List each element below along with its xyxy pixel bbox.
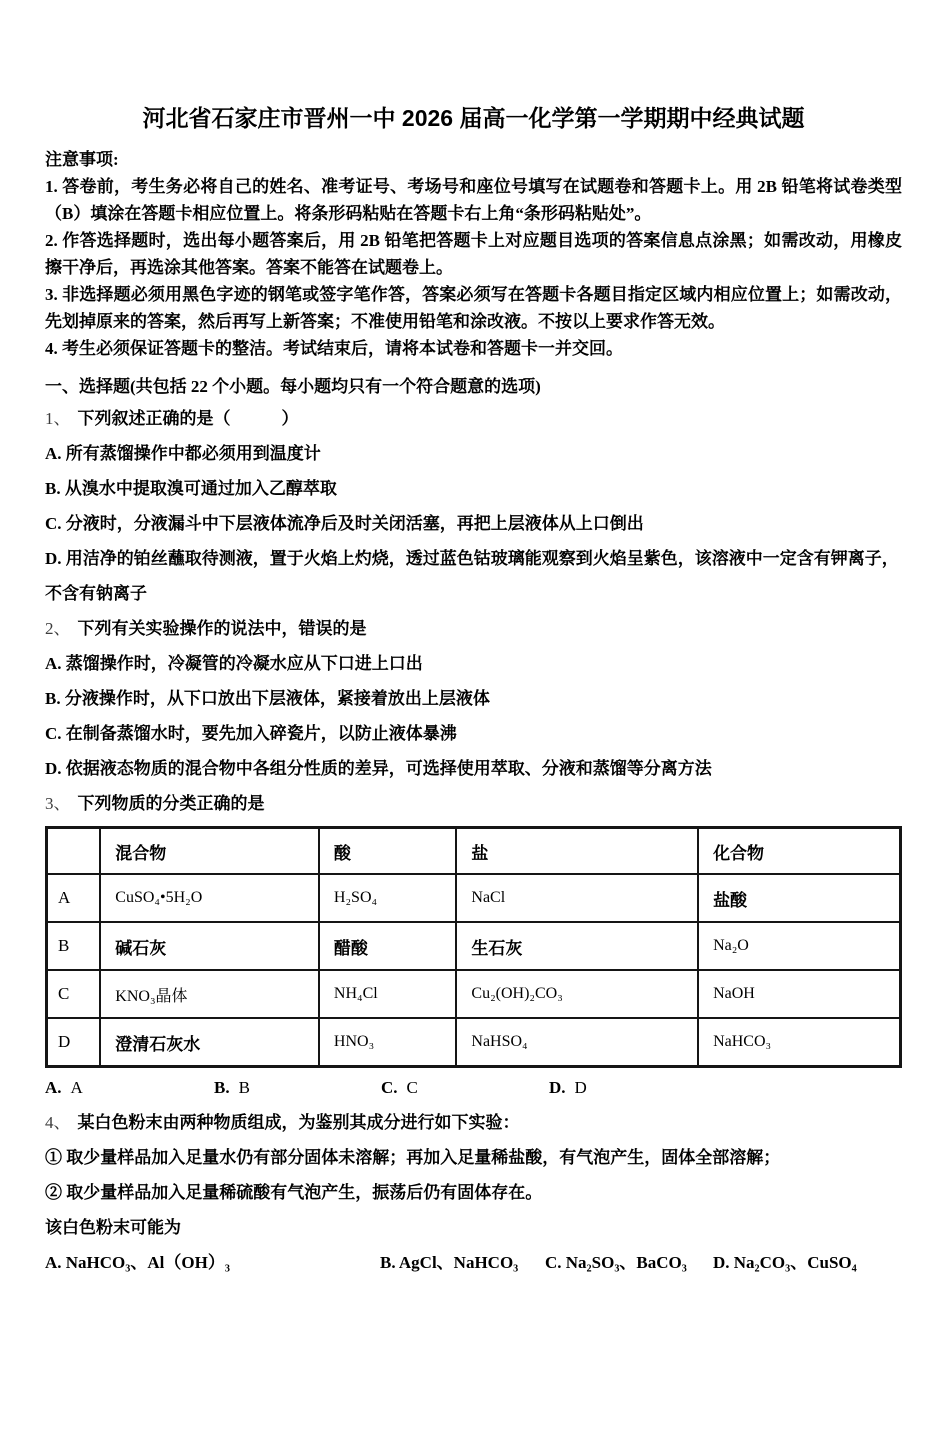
- q4-option-a: A. NaHCO₃、Al（OH）₃: [45, 1253, 230, 1272]
- table-header-mixture: 混合物: [100, 828, 319, 875]
- note-item-3: 3. 非选择题必须用黑色字迹的钢笔或签字笔作答，答案必须写在答题卡各题目指定区域内相应位置上；如需改动，先划掉原来的答案，然后再写上新答案；不准使用铅笔和涂改液。不按以上要求作答无效。: [45, 285, 902, 331]
- section-one-header: 一、选择题(共包括 22 个小题。每小题均只有一个符合题意的选项): [45, 377, 541, 396]
- q3-answer-row: [45, 1070, 902, 1105]
- table-cell: 生石灰: [456, 922, 698, 970]
- table-cell: H₂SO₄: [319, 874, 456, 922]
- q3-answer-d: [549, 1070, 902, 1105]
- q4-option-b: B. AgCl、NaHCO₃: [380, 1253, 519, 1272]
- q1-stem-line: [45, 401, 902, 436]
- table-cell: HNO₃: [319, 1018, 456, 1067]
- q3-answer-c-value: C: [406, 1078, 418, 1097]
- q2-option-a: A. 蒸馏操作时，冷凝管的冷凝水应从下口进上口出: [45, 654, 423, 673]
- document-title: 河北省石家庄市晋州一中 2026 届高一化学第一学期期中经典试题: [142, 105, 805, 131]
- table-cell: Na₂O: [698, 922, 900, 970]
- q1-option-c: C. 分液时，分液漏斗中下层液体流净后及时关闭活塞，再把上层液体从上口倒出: [45, 514, 644, 533]
- q2-option-d: D. 依据液态物质的混合物中各组分性质的差异，可选择使用萃取、分液和蒸馏等分离方法: [45, 759, 712, 778]
- table-row-d: [47, 1018, 901, 1067]
- q4-step-2: ② 取少量样品加入足量稀硫酸有气泡产生，振荡后仍有固体存在。: [45, 1183, 543, 1202]
- q2-stem-line: [45, 611, 902, 646]
- note-item-2: 2. 作答选择题时，选出每小题答案后，用 2B 铅笔把答题卡上对应题目选项的答案信息点涂黑；如需改动，用橡皮擦干净后，再选涂其他答案。答案不能答在试题卷上。: [45, 231, 902, 277]
- q3-answer-a: [45, 1070, 214, 1105]
- q3-number: 3、: [45, 794, 71, 813]
- table-cell: CuSO₄•5H₂O: [100, 874, 319, 922]
- table-row-a: [47, 874, 901, 922]
- q4-options-row: [45, 1245, 902, 1280]
- table-cell: 碱石灰: [100, 922, 319, 970]
- table-row-d-label: D: [47, 1018, 101, 1067]
- q4-conclusion: 该白色粉末可能为: [45, 1218, 181, 1237]
- q1-stem: 下列叙述正确的是（ ）: [77, 409, 299, 428]
- table-cell: NaCl: [456, 874, 698, 922]
- q3-stem-line: [45, 786, 902, 821]
- q2-number: 2、: [45, 619, 71, 638]
- q3-answer-c: [381, 1070, 549, 1105]
- q1-option-b: B. 从溴水中提取溴可通过加入乙醇萃取: [45, 479, 337, 498]
- table-header-row: [47, 828, 901, 875]
- table-row-b: [47, 922, 901, 970]
- q3-answer-a-label: A.: [45, 1078, 62, 1097]
- q1-option-d: D. 用洁净的铂丝蘸取待测液，置于火焰上灼烧，透过蓝色钴玻璃能观察到火焰呈紫色，该溶液中一定含有钾离子，: [45, 549, 899, 568]
- q2-option-c: C. 在制备蒸馏水时，要先加入碎瓷片，以防止液体暴沸: [45, 724, 457, 743]
- table-cell: NaHSO₄: [456, 1018, 698, 1067]
- table-cell: NaOH: [698, 970, 900, 1018]
- q4-number: 4、: [45, 1113, 71, 1132]
- q2-option-b: B. 分液操作时，从下口放出下层液体，紧接着放出上层液体: [45, 689, 490, 708]
- table-header-compound: 化合物: [698, 828, 900, 875]
- table-row-a-label: A: [47, 874, 101, 922]
- q1-number: 1、: [45, 409, 71, 428]
- exam-page: [0, 102, 950, 1280]
- q2-stem: 下列有关实验操作的说法中，错误的是: [77, 619, 367, 638]
- table-cell: 盐酸: [698, 874, 900, 922]
- table-cell: Cu₂(OH)₂CO₃: [456, 970, 698, 1018]
- notes-header: 注意事项:: [45, 150, 119, 169]
- table-cell: NH₄Cl: [319, 970, 456, 1018]
- q3-answer-d-value: D: [574, 1078, 587, 1097]
- table-header-blank: [47, 828, 101, 875]
- q1-option-d-continued: 不含有钠离子: [45, 584, 147, 603]
- q3-answer-d-label: D.: [549, 1078, 566, 1097]
- q4-step-1: ① 取少量样品加入足量水仍有部分固体未溶解；再加入足量稀盐酸，有气泡产生，固体全部溶解；: [45, 1148, 781, 1167]
- q4-option-d: D. Na₂CO₃、CuSO₄: [713, 1253, 857, 1272]
- q3-answer-b-value: B: [238, 1078, 250, 1097]
- note-item-4: 4. 考生必须保证答题卡的整洁。考试结束后，请将本试卷和答题卡一并交回。: [45, 339, 623, 358]
- table-cell: 澄清石灰水: [100, 1018, 319, 1067]
- table-header-salt: 盐: [456, 828, 698, 875]
- table-row-c: [47, 970, 901, 1018]
- table-cell: KNO₃晶体: [100, 970, 319, 1018]
- classification-table: [45, 826, 902, 1068]
- q4-option-c: C. Na₂SO₃、BaCO₃: [545, 1253, 687, 1272]
- q3-answer-b: [214, 1070, 381, 1105]
- q3-answer-c-label: C.: [381, 1078, 398, 1097]
- table-cell: NaHCO₃: [698, 1018, 900, 1067]
- table-header-acid: 酸: [319, 828, 456, 875]
- note-item-1: 1. 答卷前，考生务必将自己的姓名、准考证号、考场号和座位号填写在试题卷和答题卡上。用 2B 铅笔将试卷类型（B）填涂在答题卡相应位置上。将条形码粘贴在答题卡右上角“条形码粘贴处”。: [45, 177, 902, 223]
- table-row-b-label: B: [47, 922, 101, 970]
- table-row-c-label: C: [47, 970, 101, 1018]
- q4-stem-line: [45, 1105, 902, 1140]
- q3-stem: 下列物质的分类正确的是: [77, 794, 265, 813]
- q3-answer-a-value: A: [70, 1078, 83, 1097]
- table-cell: 醋酸: [319, 922, 456, 970]
- q1-option-a: A. 所有蒸馏操作中都必须用到温度计: [45, 444, 321, 463]
- q4-stem: 某白色粉末由两种物质组成，为鉴别其成分进行如下实验：: [77, 1113, 520, 1132]
- q3-answer-b-label: B.: [214, 1078, 230, 1097]
